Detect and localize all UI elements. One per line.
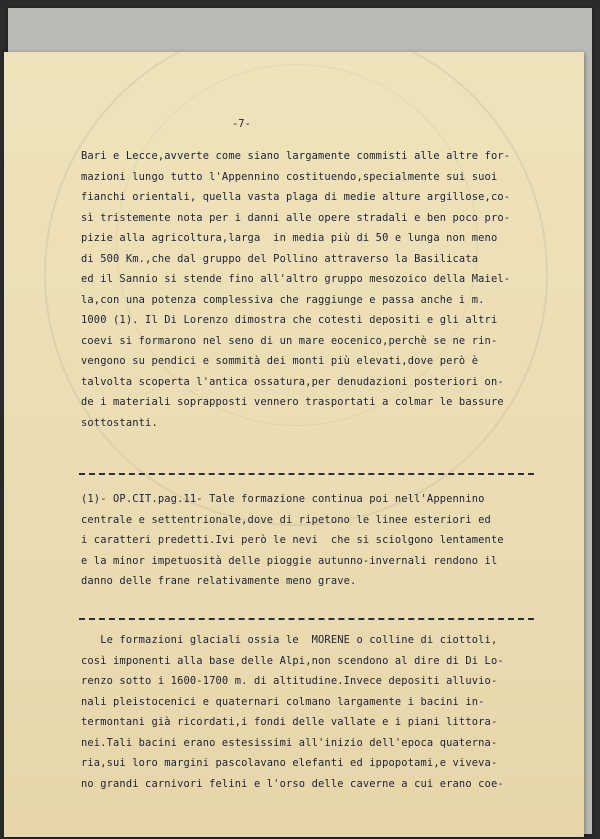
separator-rule — [79, 473, 534, 475]
document-page — [4, 52, 584, 837]
text-line: pizie alla agricoltura,larga in media più di 50 e lunga non meno — [81, 232, 498, 244]
footnote-line: (1)- OP.CIT.pag.11- Tale formazione continua poi nell'Appennino — [81, 493, 485, 505]
page-number: -7- — [232, 118, 251, 130]
text-line: nei.Tali bacini erano estesissimi all'inizio dell'epoca quaterna- — [81, 736, 498, 749]
text-line: Bari e Lecce,avverte come siano largamente commisti alle altre for- — [81, 150, 511, 162]
text-line: mazioni lungo tutto l'Appennino costituendo,specialmente sui suoi — [81, 170, 498, 183]
text-line: ed il Sannio si stende fino all'altro gruppo mesozoico della Maiel- — [81, 273, 511, 285]
text-line: Le formazioni glaciali ossia le MORENE o colline di ciottoli, — [81, 634, 498, 646]
separator-rule-2 — [79, 618, 534, 620]
text-line: talvolta scoperta l'antica ossatura,per denudazioni posteriori on- — [81, 375, 504, 388]
text-line: nali pleistocenici e quaternari colmano largamente i bacini in- — [81, 695, 485, 708]
text-line: di 500 Km.,che dal gruppo del Pollino attraverso la Basilicata — [81, 252, 479, 265]
paragraph-main — [81, 146, 510, 433]
text-line: sottostanti. — [81, 416, 158, 429]
text-line: 1000 (1). Il Di Lorenzo dimostra che cotesti depositi e gli altri — [81, 314, 498, 326]
footnote-line: i caratteri predetti.Ivi però le nevi che si sciolgono lentamente — [81, 534, 504, 546]
text-line: coevi si formarono nel seno di un mare eocenico,perchè se ne rin- — [81, 334, 498, 347]
footnote-line: centrale e settentrionale,dove di ripetono le linee esteriori ed — [81, 513, 491, 526]
footnote-line: e la minor impetuosità delle pioggie autunno-invernali rendono il — [81, 554, 498, 567]
text-line: vengono su pendici e sommità dei monti più elevati,dove però è — [81, 355, 479, 367]
footnote — [81, 489, 504, 592]
text-line: ria,sui loro margini pascolavano elefanti ed ippopotami,e viveva- — [81, 757, 498, 769]
text-line: sì tristemente nota per i danni alle opere stradali e ben poco pro- — [81, 211, 511, 224]
text-line: la,con una potenza complessiva che raggiunge e passa anche i m. — [81, 293, 485, 306]
paragraph-second — [81, 630, 504, 794]
text-line: renzo sotto i 1600-1700 m. di altitudine.Invece depositi alluvio- — [81, 675, 498, 687]
text-line: de i materiali soprapposti vennero trasportati a colmar le bassure — [81, 396, 504, 408]
text-line: no grandi carnivori felini e l'orso delle caverne a cui erano coe- — [81, 777, 504, 790]
footnote-line: danno delle frane relativamente meno grave. — [81, 575, 357, 587]
text-line: così imponenti alla base delle Alpi,non scendono al dire di Di Lo- — [81, 654, 504, 667]
text-line: fianchi orientali, quella vasta plaga di medie alture argillose,co- — [81, 191, 511, 203]
text-line: termontani già ricordati,i fondi delle vallate e i piani littora- — [81, 716, 498, 728]
